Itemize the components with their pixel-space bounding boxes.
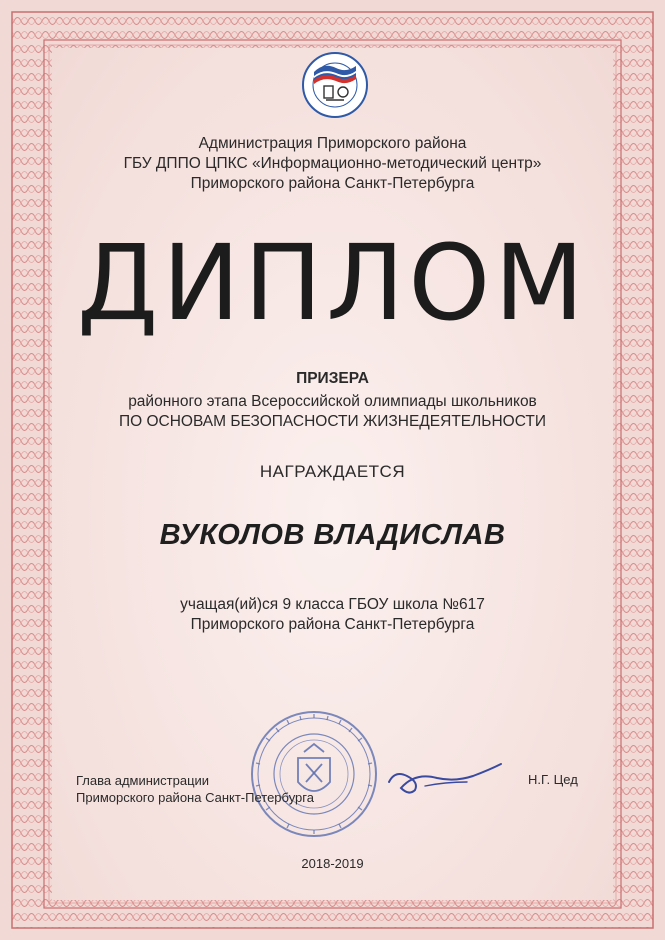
winner-name: ВУКОЛОВ ВЛАДИСЛАВ <box>159 519 506 551</box>
award-rank: ПРИЗЕРА <box>296 370 369 387</box>
diploma-title: ДИПЛОМ <box>76 222 589 344</box>
event-description <box>0 392 665 432</box>
organization-line: Администрация Приморского района <box>198 135 467 152</box>
organization-block <box>0 134 665 194</box>
pupil-line: учащая(ий)ся 9 класса ГБОУ школа №617 <box>180 596 485 613</box>
event-line: ПО ОСНОВАМ БЕЗОПАСНОСТИ ЖИЗНЕДЕЯТЕЛЬНОСТИ <box>118 413 547 430</box>
signature-icon <box>385 752 505 802</box>
signatory-position <box>76 772 314 806</box>
organization-line: ГБУ ДППО ЦПКС «Информационно-методический центр» <box>123 155 542 172</box>
pupil-info <box>0 595 665 635</box>
pupil-line: Приморского района Санкт-Петербурга <box>190 616 475 633</box>
academic-year: 2018-2019 <box>301 856 364 871</box>
olympiad-emblem-icon <box>300 50 370 120</box>
signatory-name: Н.Г. Цед <box>528 772 578 787</box>
signatory-position-line: Приморского района Санкт-Петербурга <box>76 790 314 805</box>
organization-line: Приморского района Санкт-Петербурга <box>190 175 475 192</box>
event-line: районного этапа Всероссийской олимпиады школьников <box>128 393 537 410</box>
awarded-label: НАГРАЖДАЕТСЯ <box>259 462 406 481</box>
signatory-position-line: Глава администрации <box>76 773 210 788</box>
